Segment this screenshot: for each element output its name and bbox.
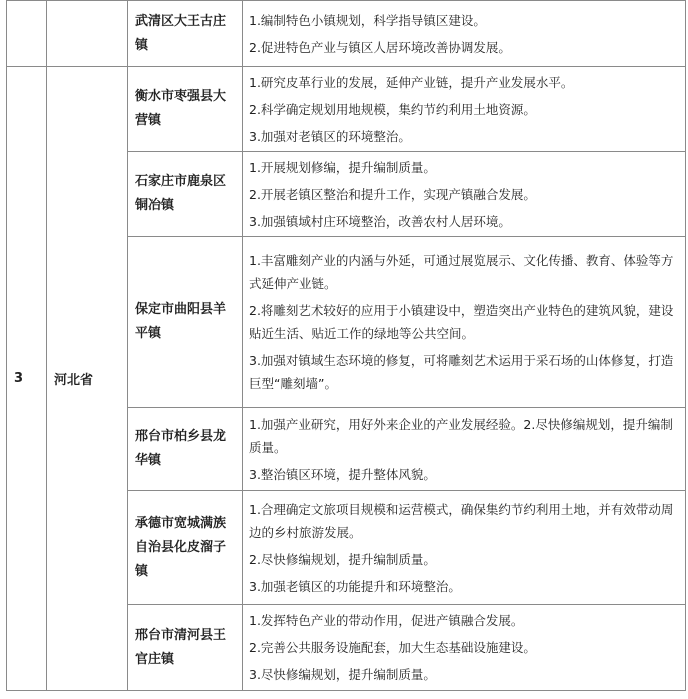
table-row bbox=[7, 1, 686, 67]
task-cell bbox=[243, 605, 686, 691]
town-name: 保定市曲阳县羊平镇 bbox=[128, 237, 243, 408]
task-item: 1.发挥特色产业的带动作用，促进产镇融合发展。 bbox=[249, 613, 524, 628]
task-cell bbox=[243, 491, 686, 605]
task-item: 2.开展老镇区整治和提升工作，实现产镇融合发展。 bbox=[249, 186, 536, 202]
task-item: 3.整治镇区环境，提升整体风貌。 bbox=[249, 466, 436, 482]
task-item: 3.加强镇域村庄环境整治，改善农村人居环境。 bbox=[249, 213, 511, 229]
task-item: 1.合理确定文旅项目规模和运营模式，确保集约节约利用土地，并有效带动周边的乡村旅游发展。 bbox=[249, 501, 674, 540]
task-cell bbox=[243, 152, 686, 237]
town-name: 邢台市柏乡县龙华镇 bbox=[128, 408, 243, 491]
task-item: 1.研究皮革行业的发展，延伸产业链，提升产业发展水平。 bbox=[249, 74, 574, 90]
row-number: 3 bbox=[7, 67, 47, 691]
task-item: 3.加强对镇域生态环境的修复，可将雕刻艺术运用于采石场的山体修复，打造巨型“雕刻墙”。 bbox=[249, 353, 674, 391]
task-item: 2.科学确定规划用地规模，集约节约利用土地资源。 bbox=[249, 101, 536, 117]
province-name: 河北省 bbox=[47, 67, 128, 691]
town-name: 衡水市枣强县大营镇 bbox=[128, 67, 243, 152]
task-item: 2.促进特色产业与镇区人居环境改善协调发展。 bbox=[249, 39, 511, 55]
task-item: 2.将雕刻艺术较好的应用于小镇建设中，塑造突出产业特色的建筑风貌，建设贴近生活、贴近工作的绿地等公共空间。 bbox=[249, 303, 674, 341]
task-item: 1.加强产业研究，用好外来企业的产业发展经验。2.尽快修编规划，提升编制质量。 bbox=[249, 416, 673, 455]
task-cell bbox=[243, 67, 686, 152]
number-cell-empty bbox=[7, 1, 47, 67]
task-item: 3.尽快修编规划，提升编制质量。 bbox=[249, 667, 436, 682]
task-cell bbox=[243, 1, 686, 67]
town-name: 承德市宽城满族自治县化皮溜子镇 bbox=[128, 491, 243, 605]
task-item: 1.丰富雕刻产业的内涵与外延，可通过展览展示、文化传播、教育、体验等方式延伸产业链。 bbox=[249, 253, 674, 291]
province-cell-empty bbox=[47, 1, 128, 67]
town-planning-table bbox=[6, 0, 686, 691]
task-item: 1.编制特色小镇规划，科学指导镇区建设。 bbox=[249, 12, 486, 28]
table-row bbox=[7, 67, 686, 152]
task-cell bbox=[243, 408, 686, 491]
task-item: 2.完善公共服务设施配套，加大生态基础设施建设。 bbox=[249, 640, 536, 655]
task-item: 2.尽快修编规划，提升编制质量。 bbox=[249, 551, 436, 567]
task-item: 3.加强老镇区的功能提升和环境整治。 bbox=[249, 578, 461, 594]
task-item: 3.加强对老镇区的环境整治。 bbox=[249, 128, 411, 144]
town-name: 邢台市清河县王官庄镇 bbox=[128, 605, 243, 691]
town-name: 石家庄市鹿泉区铜冶镇 bbox=[128, 152, 243, 237]
task-cell bbox=[243, 237, 686, 408]
town-name: 武清区大王古庄镇 bbox=[128, 1, 243, 67]
task-item: 1.开展规划修编，提升编制质量。 bbox=[249, 159, 436, 175]
